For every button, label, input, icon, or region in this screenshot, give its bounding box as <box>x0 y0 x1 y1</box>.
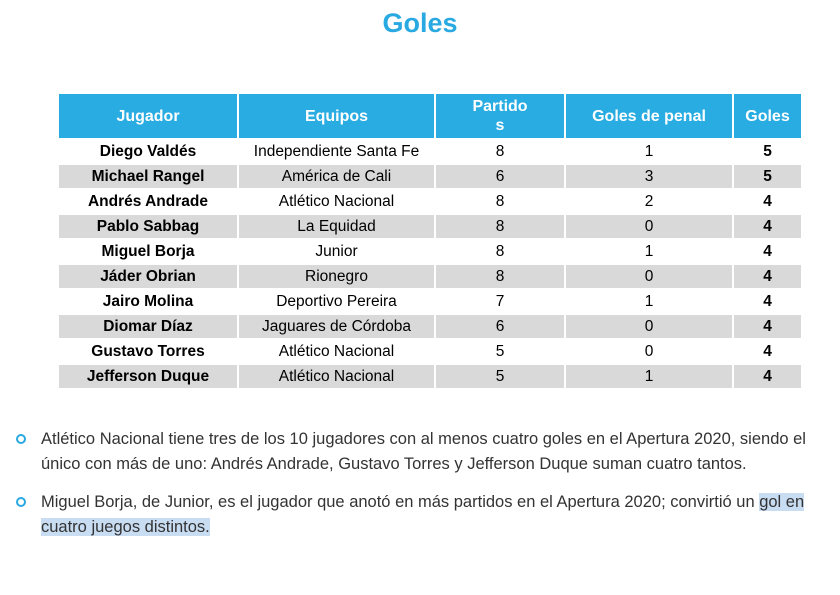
cell-goles: 4 <box>733 289 802 314</box>
table-row <box>58 139 802 164</box>
cell-goles: 4 <box>733 339 802 364</box>
cell-partidos: 6 <box>435 164 565 189</box>
notes-list <box>16 427 824 553</box>
table-row <box>58 339 802 364</box>
cell-goles: 5 <box>733 139 802 164</box>
table-row <box>58 239 802 264</box>
cell-equipos: Junior <box>238 239 435 264</box>
cell-equipos: Atlético Nacional <box>238 339 435 364</box>
header-cell-partidos-label: Partidos <box>472 98 528 134</box>
cell-jugador: Pablo Sabbag <box>58 214 238 239</box>
cell-jugador: Gustavo Torres <box>58 339 238 364</box>
list-item <box>16 427 824 476</box>
cell-partidos: 8 <box>435 239 565 264</box>
cell-partidos: 7 <box>435 289 565 314</box>
cell-jugador: Andrés Andrade <box>58 189 238 214</box>
cell-jugador: Jáder Obrian <box>58 264 238 289</box>
cell-goles: 4 <box>733 214 802 239</box>
header-cell-partidos <box>435 93 565 139</box>
cell-equipos: La Equidad <box>238 214 435 239</box>
list-item <box>16 490 824 539</box>
cell-partidos: 8 <box>435 189 565 214</box>
cell-goles-penal: 0 <box>565 314 733 339</box>
table-row <box>58 264 802 289</box>
note-text <box>41 490 813 539</box>
cell-equipos: Atlético Nacional <box>238 364 435 389</box>
cell-goles-penal: 1 <box>565 139 733 164</box>
cell-partidos: 5 <box>435 339 565 364</box>
highlighted-text: gol en cuatro juegos distintos. <box>41 493 805 536</box>
cell-jugador: Jairo Molina <box>58 289 238 314</box>
cell-goles: 4 <box>733 264 802 289</box>
cell-partidos: 5 <box>435 364 565 389</box>
table-row <box>58 364 802 389</box>
cell-equipos: Jaguares de Córdoba <box>238 314 435 339</box>
cell-goles-penal: 1 <box>565 364 733 389</box>
header-cell-jugador: Jugador <box>58 93 238 139</box>
cell-equipos: Independiente Santa Fe <box>238 139 435 164</box>
cell-goles: 4 <box>733 314 802 339</box>
circle-bullet-icon <box>16 434 26 444</box>
table-row <box>58 314 802 339</box>
cell-jugador: Michael Rangel <box>58 164 238 189</box>
goles-table <box>58 93 802 389</box>
cell-goles-penal: 0 <box>565 339 733 364</box>
table-row <box>58 289 802 314</box>
cell-equipos: América de Cali <box>238 164 435 189</box>
cell-partidos: 8 <box>435 139 565 164</box>
note-text: Atlético Nacional tiene tres de los 10 jugadores con al menos cuatro goles en el Apertura 2020, siendo el único con más de uno: Andrés Andrade, Gustavo Torres y Jefferson Duque suman cuatro tantos. <box>41 430 806 473</box>
header-cell-equipos: Equipos <box>238 93 435 139</box>
cell-goles: 5 <box>733 164 802 189</box>
circle-bullet-icon <box>16 497 26 507</box>
cell-partidos: 8 <box>435 264 565 289</box>
note-text-plain: Miguel Borja, de Junior, es el jugador que anotó en más partidos en el Apertura 2020; convirtió un <box>41 493 760 511</box>
header-cell-goles-de-penal: Goles de penal <box>565 93 733 139</box>
cell-goles: 4 <box>733 364 802 389</box>
cell-goles-penal: 2 <box>565 189 733 214</box>
cell-equipos: Atlético Nacional <box>238 189 435 214</box>
table-row <box>58 164 802 189</box>
cell-goles-penal: 1 <box>565 239 733 264</box>
cell-goles-penal: 3 <box>565 164 733 189</box>
cell-goles-penal: 0 <box>565 264 733 289</box>
cell-equipos: Rionegro <box>238 264 435 289</box>
cell-jugador: Jefferson Duque <box>58 364 238 389</box>
cell-goles: 4 <box>733 239 802 264</box>
cell-goles: 4 <box>733 189 802 214</box>
table-body <box>58 139 802 389</box>
cell-partidos: 8 <box>435 214 565 239</box>
table-header-row <box>58 93 802 139</box>
cell-partidos: 6 <box>435 314 565 339</box>
cell-jugador: Diego Valdés <box>58 139 238 164</box>
cell-equipos: Deportivo Pereira <box>238 289 435 314</box>
page-title: Goles <box>382 8 458 38</box>
cell-goles-penal: 0 <box>565 214 733 239</box>
header-cell-goles: Goles <box>733 93 802 139</box>
cell-jugador: Diomar Díaz <box>58 314 238 339</box>
cell-jugador: Miguel Borja <box>58 239 238 264</box>
cell-goles-penal: 1 <box>565 289 733 314</box>
table-row <box>58 214 802 239</box>
table-row <box>58 189 802 214</box>
